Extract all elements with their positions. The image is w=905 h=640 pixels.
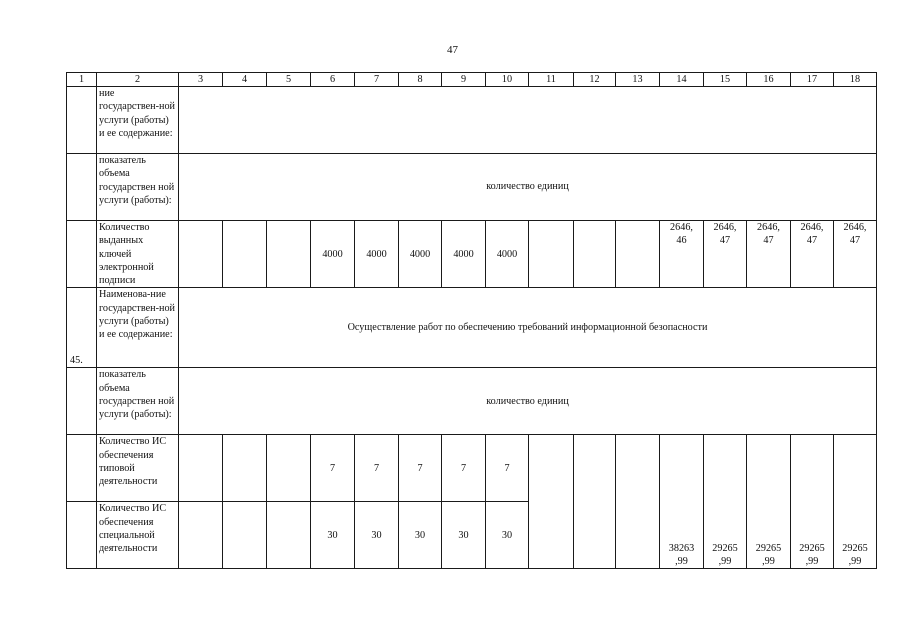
col-header: 8: [399, 73, 442, 87]
page-number: 47: [447, 44, 458, 56]
row-label: показатель объема государствен ной услуги (работы):: [97, 368, 179, 435]
table-row: [67, 288, 877, 368]
data-cell: 2646, 47: [834, 221, 877, 288]
data-cell: [179, 435, 223, 502]
row-number-cell: [67, 368, 97, 435]
row-label: Количество ИС обеспечения типовой деятельности: [97, 435, 179, 502]
table-row: [67, 368, 877, 435]
data-cell: 2646, 47: [791, 221, 834, 288]
col-header: 12: [574, 73, 616, 87]
data-cell: 29265 ,99: [834, 435, 877, 569]
table-row: [67, 154, 877, 221]
data-cell: 29265 ,99: [704, 435, 747, 569]
header-row: [67, 73, 877, 87]
col-header: 4: [223, 73, 267, 87]
data-cell: [616, 221, 660, 288]
merged-cell: количество единиц: [179, 368, 877, 435]
data-cell: 29265 ,99: [791, 435, 834, 569]
data-cell: [529, 435, 574, 569]
row-label: Количество ИС обеспечения специальной деятельности: [97, 502, 179, 569]
data-cell: 30: [399, 502, 442, 569]
data-cell: 2646, 46: [660, 221, 704, 288]
col-header: 9: [442, 73, 486, 87]
data-cell: [267, 502, 311, 569]
row-label: Наименова-ние государствен-ной услуги (работы) и ее содержание:: [97, 288, 179, 368]
data-cell: 30: [355, 502, 399, 569]
data-cell: [179, 502, 223, 569]
data-cell: [223, 221, 267, 288]
col-header: 3: [179, 73, 223, 87]
row-number-cell: [67, 435, 97, 502]
row-label: Количество выданных ключей электронной подписи: [97, 221, 179, 288]
table-row: [67, 221, 877, 288]
data-cell: 30: [486, 502, 529, 569]
merged-cell: количество единиц: [179, 154, 877, 221]
data-cell: 2646, 47: [747, 221, 791, 288]
col-header: 2: [97, 73, 179, 87]
data-cell: 7: [486, 435, 529, 502]
merged-cell: [179, 87, 877, 154]
merged-cell: Осуществление работ по обеспечению требований информационной безопасности: [179, 288, 877, 368]
data-cell: 2646, 47: [704, 221, 747, 288]
data-cell: 7: [355, 435, 399, 502]
table-row: [67, 87, 877, 154]
data-cell: 7: [442, 435, 486, 502]
col-header: 5: [267, 73, 311, 87]
data-cell: 7: [399, 435, 442, 502]
col-header: 13: [616, 73, 660, 87]
row-number-cell: [67, 87, 97, 154]
col-header: 18: [834, 73, 877, 87]
data-cell: 7: [311, 435, 355, 502]
col-header: 17: [791, 73, 834, 87]
col-header: 10: [486, 73, 529, 87]
data-cell: 30: [442, 502, 486, 569]
data-cell: [574, 435, 616, 569]
data-cell: 29265 ,99: [747, 435, 791, 569]
col-header: 16: [747, 73, 791, 87]
row-number-cell: [67, 221, 97, 288]
data-cell: [179, 221, 223, 288]
col-header: 7: [355, 73, 399, 87]
data-cell: 4000: [442, 221, 486, 288]
col-header: 11: [529, 73, 574, 87]
col-header: 14: [660, 73, 704, 87]
col-header: 15: [704, 73, 747, 87]
data-cell: [529, 221, 574, 288]
data-cell: 4000: [399, 221, 442, 288]
data-cell: 30: [311, 502, 355, 569]
row-number-cell: [67, 502, 97, 569]
data-cell: [267, 435, 311, 502]
data-cell: [574, 221, 616, 288]
row-label: ние государствен-ной услуги (работы) и ее содержание:: [97, 87, 179, 154]
table-row: [67, 435, 877, 502]
row-number-cell: 45.: [67, 288, 97, 368]
row-label: показатель объема государствен ной услуги (работы):: [97, 154, 179, 221]
col-header: 1: [67, 73, 97, 87]
data-cell: 4000: [311, 221, 355, 288]
data-cell: 4000: [486, 221, 529, 288]
data-cell: [223, 502, 267, 569]
data-cell: [223, 435, 267, 502]
col-header: 6: [311, 73, 355, 87]
data-cell: [267, 221, 311, 288]
data-cell: [616, 435, 660, 569]
data-cell: 38263 ,99: [660, 435, 704, 569]
budget-table: [66, 72, 877, 569]
row-number-cell: [67, 154, 97, 221]
data-cell: 4000: [355, 221, 399, 288]
